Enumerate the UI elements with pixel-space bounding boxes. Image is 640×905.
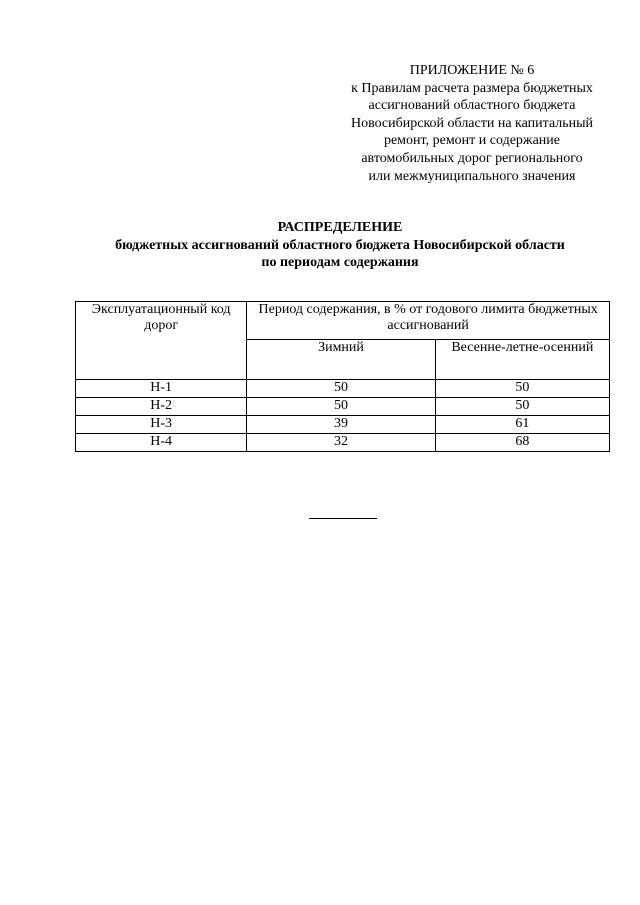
header-winter: Зимний — [247, 340, 435, 380]
table-header-row — [76, 302, 610, 340]
table-row — [76, 434, 610, 452]
header-code: Эксплуатационный код дорог — [76, 302, 247, 380]
appendix-line: или межмуниципального значения — [368, 168, 576, 184]
header-period: Период содержания, в % от годового лимита бюджетных ассигнований — [247, 302, 610, 340]
appendix-line: автомобильных дорог регионального — [361, 150, 583, 166]
cell-winter: 50 — [247, 380, 435, 398]
title-subtitle-2: по периодам содержания — [261, 255, 419, 270]
appendix-header — [330, 62, 614, 185]
table-row — [76, 380, 610, 398]
end-separator-line — [309, 518, 377, 519]
cell-code: Н-2 — [76, 398, 247, 416]
document-title — [40, 219, 640, 272]
appendix-line: Новосибирской области на капитальный — [350, 115, 594, 131]
appendix-line: к Правилам расчета размера бюджетных — [351, 80, 593, 96]
header-spring-summer-autumn: Весенне-летне-осенний — [435, 340, 609, 380]
cell-other: 68 — [435, 434, 609, 452]
cell-other: 50 — [435, 398, 609, 416]
cell-code: Н-4 — [76, 434, 247, 452]
title-heading: РАСПРЕДЕЛЕНИЕ — [277, 220, 403, 235]
appendix-line: ассигнований областного бюджета — [368, 98, 576, 114]
title-subtitle: бюджетных ассигнований областного бюджета Новосибирской области — [115, 237, 565, 253]
cell-other: 50 — [435, 380, 609, 398]
table-row — [76, 416, 610, 434]
cell-code: Н-3 — [76, 416, 247, 434]
cell-code: Н-1 — [76, 380, 247, 398]
cell-winter: 50 — [247, 398, 435, 416]
table-row — [76, 398, 610, 416]
cell-winter: 39 — [247, 416, 435, 434]
cell-winter: 32 — [247, 434, 435, 452]
cell-other: 61 — [435, 416, 609, 434]
distribution-table — [75, 301, 610, 452]
appendix-line: ремонт, ремонт и содержание — [383, 133, 561, 149]
appendix-line: ПРИЛОЖЕНИЕ № 6 — [409, 63, 535, 78]
